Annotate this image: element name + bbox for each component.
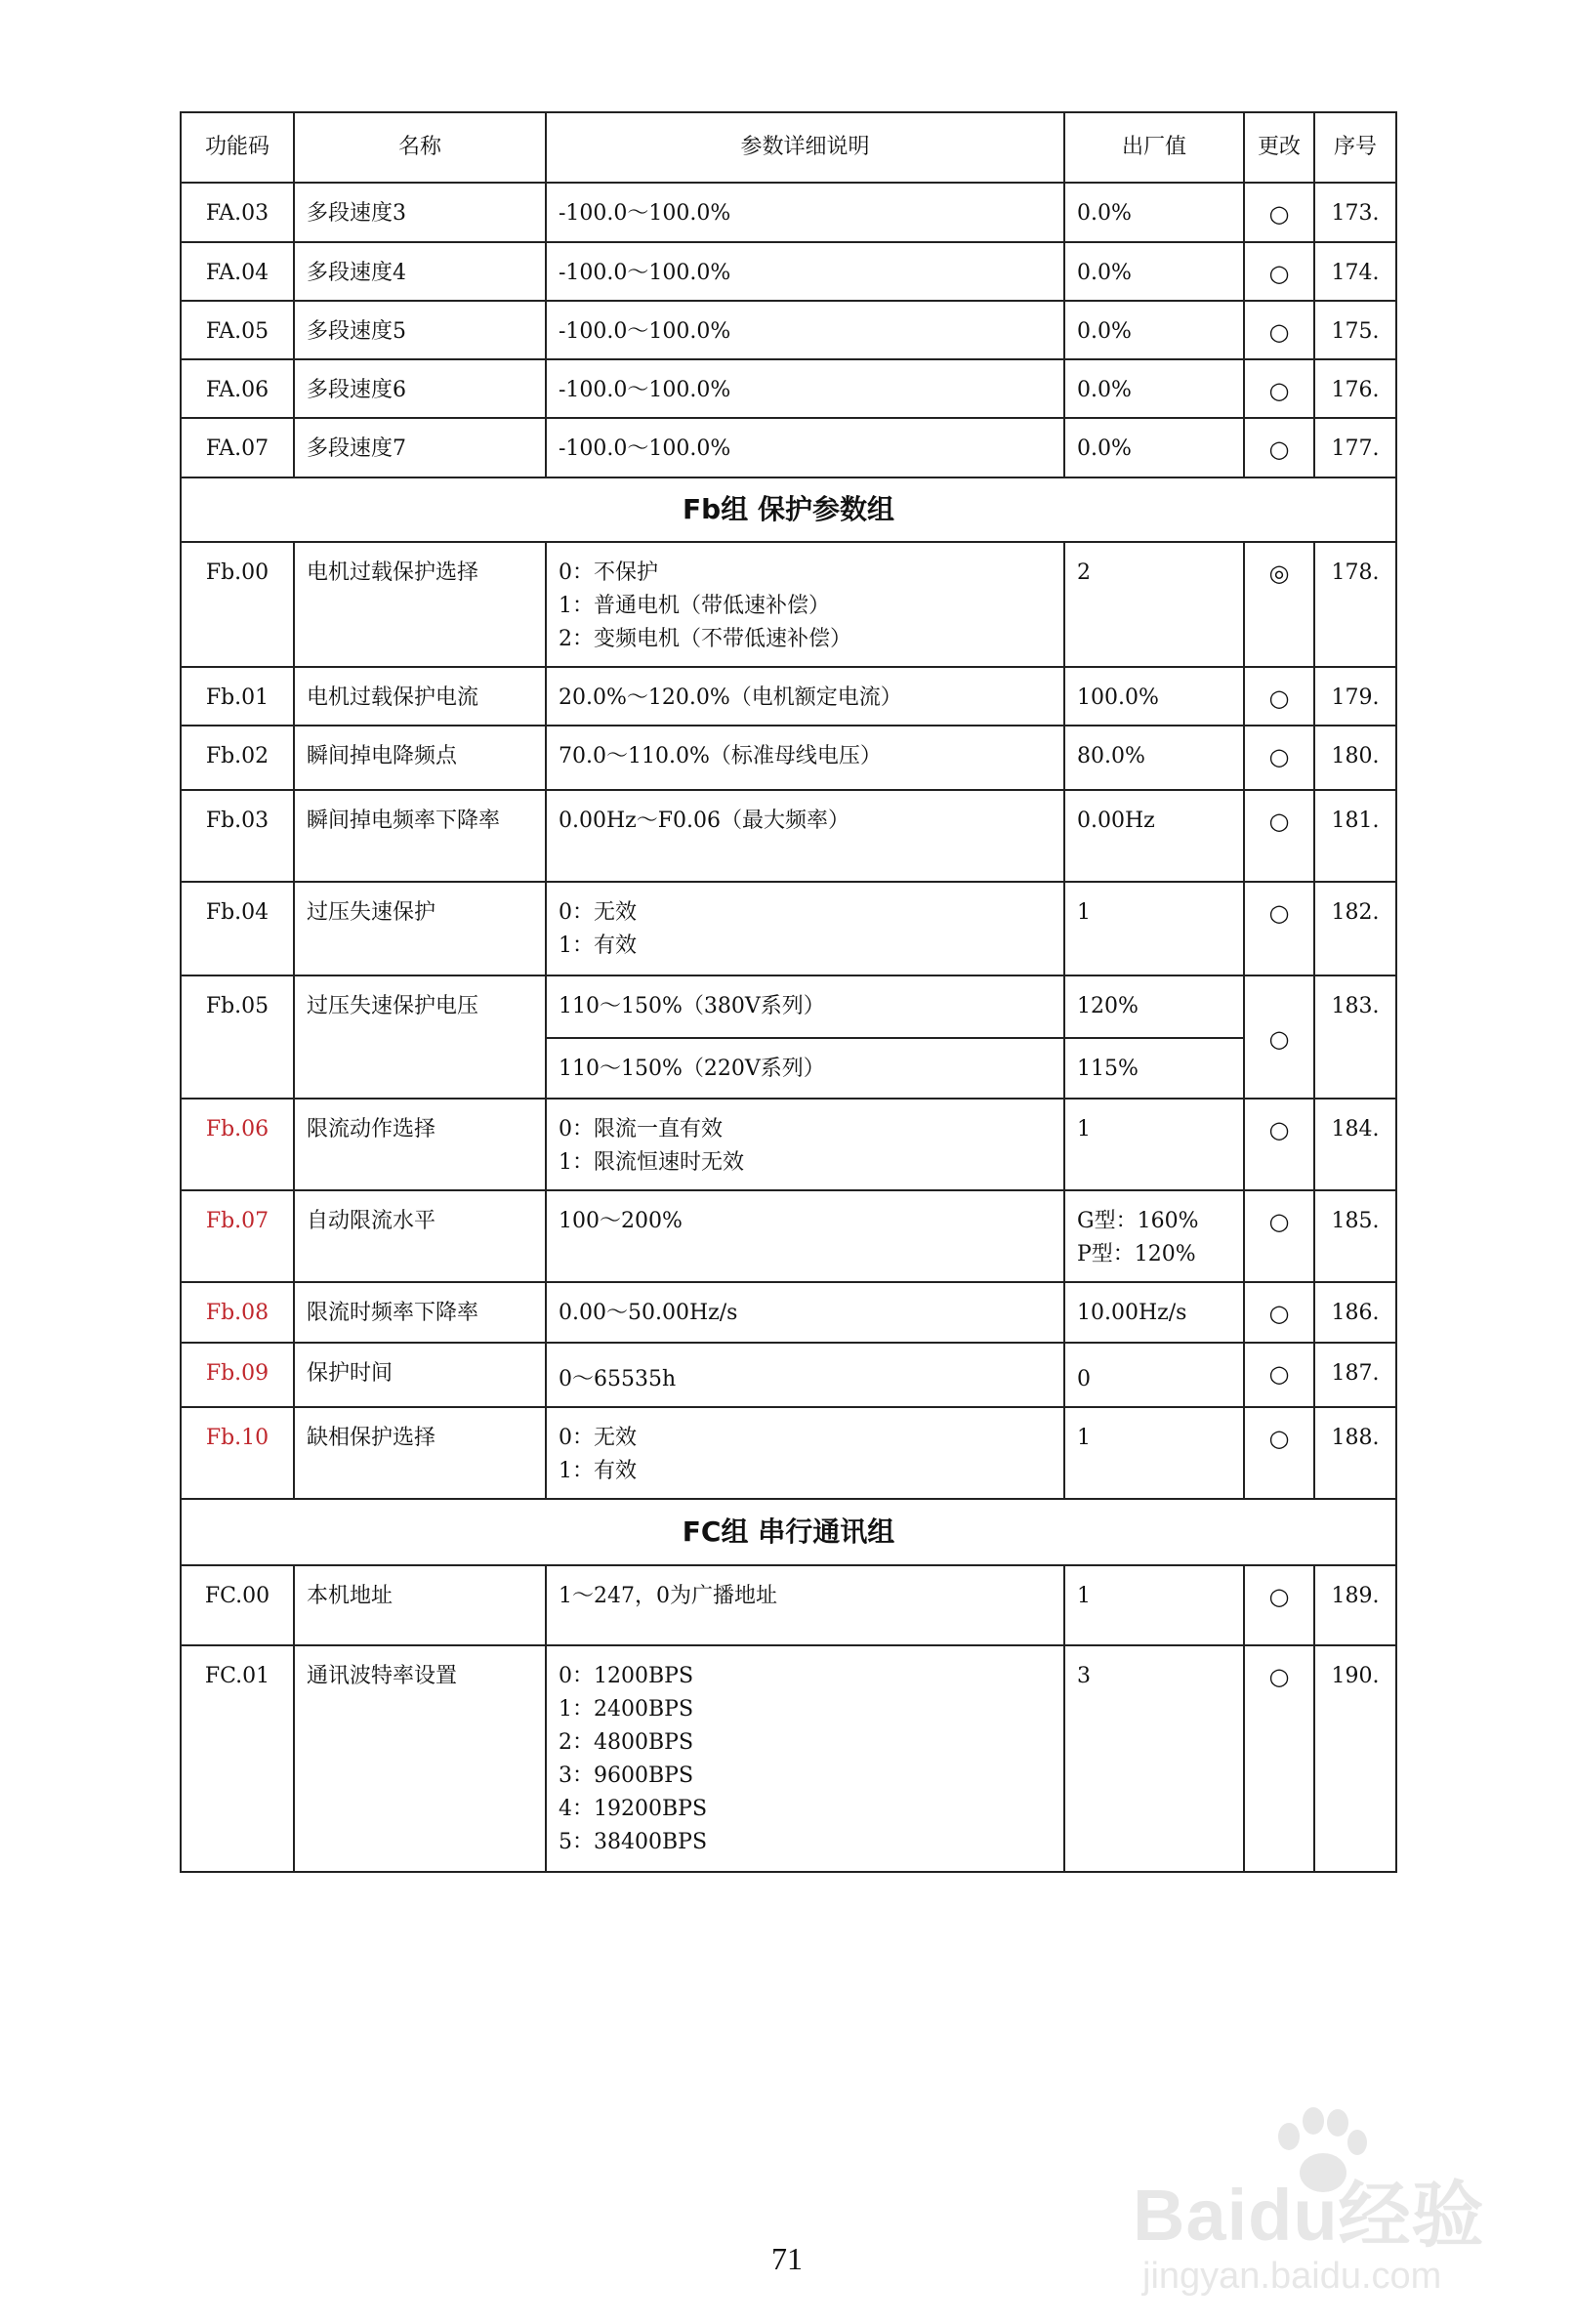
param-seq: 181. <box>1314 790 1396 882</box>
param-code: FA.06 <box>181 359 294 418</box>
param-desc <box>546 1407 1064 1499</box>
table-row <box>181 790 1396 882</box>
header-code: 功能码 <box>181 112 294 183</box>
table-row <box>181 667 1396 726</box>
table-row <box>181 242 1396 301</box>
param-default: 3 <box>1064 1645 1244 1872</box>
param-desc: 0.00Hz～F0.06（最大频率） <box>546 790 1064 882</box>
param-desc <box>546 882 1064 975</box>
param-default: 0.0% <box>1064 242 1244 301</box>
desc-line: 1：普通电机（带低速补偿） <box>559 594 830 618</box>
param-code: FC.01 <box>181 1645 294 1872</box>
param-seq: 188. <box>1314 1407 1396 1499</box>
param-desc: -100.0～100.0% <box>546 418 1064 477</box>
param-default: 0 <box>1064 1343 1244 1407</box>
table-row <box>181 1565 1396 1645</box>
table-row <box>181 1282 1396 1343</box>
desc-line: 0：限流一直有效 <box>559 1117 723 1141</box>
param-desc: -100.0～100.0% <box>546 183 1064 242</box>
group-header-row <box>181 477 1396 542</box>
desc-line: 1：2400BPS <box>559 1697 694 1722</box>
table-row <box>181 1407 1396 1499</box>
param-desc: 110～150%（380V系列） <box>546 975 1064 1038</box>
change-mark: ○ <box>1244 418 1314 477</box>
param-desc: 100～200% <box>546 1190 1064 1282</box>
param-default: 1 <box>1064 1407 1244 1499</box>
param-code: Fb.01 <box>181 667 294 726</box>
desc-line: 1：有效 <box>559 934 637 958</box>
param-name: 多段速度6 <box>294 359 546 418</box>
param-default: 1 <box>1064 1099 1244 1190</box>
header-change: 更改 <box>1244 112 1314 183</box>
change-mark: ○ <box>1244 726 1314 790</box>
param-code: Fb.06 <box>181 1099 294 1190</box>
param-seq: 173. <box>1314 183 1396 242</box>
header-desc: 参数详细说明 <box>546 112 1064 183</box>
desc-line: 2：变频电机（不带低速补偿） <box>559 627 851 651</box>
table-row <box>181 1190 1396 1282</box>
desc-line: 0：1200BPS <box>559 1664 694 1688</box>
param-desc: -100.0～100.0% <box>546 359 1064 418</box>
param-seq: 175. <box>1314 301 1396 359</box>
group-title: FC组 串行通讯组 <box>181 1499 1396 1565</box>
param-code: FA.07 <box>181 418 294 477</box>
desc-line: 2：4800BPS <box>559 1730 694 1755</box>
table-header-row <box>181 112 1396 183</box>
param-code: FC.00 <box>181 1565 294 1645</box>
desc-line: 0：无效 <box>559 900 637 925</box>
table-row <box>181 359 1396 418</box>
table-row <box>181 301 1396 359</box>
param-desc <box>546 1645 1064 1872</box>
change-mark: ○ <box>1244 301 1314 359</box>
page-number: 71 <box>771 2241 803 2276</box>
param-seq: 176. <box>1314 359 1396 418</box>
param-name: 过压失速保护 <box>294 882 546 975</box>
change-mark: ○ <box>1244 1282 1314 1343</box>
param-name: 瞬间掉电频率下降率 <box>294 790 546 882</box>
param-seq: 177. <box>1314 418 1396 477</box>
table-row <box>181 882 1396 975</box>
header-seq: 序号 <box>1314 112 1396 183</box>
change-mark: ○ <box>1244 359 1314 418</box>
watermark-brand: Baidu经验 <box>1133 2175 1485 2256</box>
change-mark: ○ <box>1244 882 1314 975</box>
desc-line: 0：不保护 <box>559 560 658 585</box>
table-row <box>181 975 1396 1038</box>
baidu-watermark <box>1113 2099 1523 2314</box>
param-desc: 1～247，0为广播地址 <box>546 1565 1064 1645</box>
param-desc: -100.0～100.0% <box>546 301 1064 359</box>
param-code: Fb.04 <box>181 882 294 975</box>
desc-line: 3：9600BPS <box>559 1764 694 1788</box>
param-name: 多段速度4 <box>294 242 546 301</box>
header-default: 出厂值 <box>1064 112 1244 183</box>
group-title: Fb组 保护参数组 <box>181 477 1396 542</box>
change-mark: ○ <box>1244 1645 1314 1872</box>
param-seq: 179. <box>1314 667 1396 726</box>
table-row <box>181 418 1396 477</box>
param-default <box>1064 1190 1244 1282</box>
change-mark: ○ <box>1244 1343 1314 1407</box>
param-code: Fb.08 <box>181 1282 294 1343</box>
param-default: 100.0% <box>1064 667 1244 726</box>
param-code: Fb.10 <box>181 1407 294 1499</box>
parameter-table <box>180 111 1397 1873</box>
param-name: 自动限流水平 <box>294 1190 546 1282</box>
desc-line: 5：38400BPS <box>559 1830 708 1854</box>
param-name: 通讯波特率设置 <box>294 1645 546 1872</box>
param-name: 多段速度5 <box>294 301 546 359</box>
param-seq: 184. <box>1314 1099 1396 1190</box>
param-name: 限流时频率下降率 <box>294 1282 546 1343</box>
change-mark: ○ <box>1244 1565 1314 1645</box>
param-code: Fb.00 <box>181 542 294 667</box>
param-desc: 20.0%～120.0%（电机额定电流） <box>546 667 1064 726</box>
param-default: 80.0% <box>1064 726 1244 790</box>
default-line: G型：160% <box>1077 1209 1199 1233</box>
param-desc <box>546 1099 1064 1190</box>
param-default: 0.0% <box>1064 359 1244 418</box>
param-seq: 178. <box>1314 542 1396 667</box>
change-mark: ○ <box>1244 975 1314 1099</box>
desc-line: 0：无效 <box>559 1426 637 1450</box>
param-default: 120% <box>1064 975 1244 1038</box>
param-desc: 70.0～110.0%（标准母线电压） <box>546 726 1064 790</box>
param-desc: -100.0～100.0% <box>546 242 1064 301</box>
table-row <box>181 726 1396 790</box>
param-name: 缺相保护选择 <box>294 1407 546 1499</box>
param-default: 0.0% <box>1064 418 1244 477</box>
param-code: Fb.03 <box>181 790 294 882</box>
param-name: 电机过载保护选择 <box>294 542 546 667</box>
param-default: 0.0% <box>1064 183 1244 242</box>
param-default: 2 <box>1064 542 1244 667</box>
table-row <box>181 1099 1396 1190</box>
change-mark: ○ <box>1244 1190 1314 1282</box>
change-mark: ○ <box>1244 242 1314 301</box>
table-row <box>181 542 1396 667</box>
param-seq: 182. <box>1314 882 1396 975</box>
param-name: 过压失速保护电压 <box>294 975 546 1099</box>
param-name: 限流动作选择 <box>294 1099 546 1190</box>
param-seq: 183. <box>1314 975 1396 1099</box>
param-code: FA.05 <box>181 301 294 359</box>
param-name: 本机地址 <box>294 1565 546 1645</box>
param-code: FA.03 <box>181 183 294 242</box>
param-name: 保护时间 <box>294 1343 546 1407</box>
param-code: Fb.09 <box>181 1343 294 1407</box>
watermark-url: jingyan.baidu.com <box>1142 2256 1442 2297</box>
table-row <box>181 1645 1396 1872</box>
param-default: 0.00Hz <box>1064 790 1244 882</box>
param-desc <box>546 542 1064 667</box>
param-code: FA.04 <box>181 242 294 301</box>
param-code: Fb.07 <box>181 1190 294 1282</box>
param-seq: 190. <box>1314 1645 1396 1872</box>
table-row <box>181 1343 1396 1407</box>
change-mark: ○ <box>1244 790 1314 882</box>
param-seq: 180. <box>1314 726 1396 790</box>
param-default: 1 <box>1064 1565 1244 1645</box>
change-mark: ○ <box>1244 1099 1314 1190</box>
param-seq: 185. <box>1314 1190 1396 1282</box>
param-desc: 0～65535h <box>546 1343 1064 1407</box>
header-name: 名称 <box>294 112 546 183</box>
change-mark: ○ <box>1244 667 1314 726</box>
default-line: P型：120% <box>1077 1242 1196 1266</box>
desc-line: 4：19200BPS <box>559 1797 708 1821</box>
param-default: 115% <box>1064 1038 1244 1099</box>
change-mark: ○ <box>1244 183 1314 242</box>
change-mark: ○ <box>1244 1407 1314 1499</box>
param-seq: 189. <box>1314 1565 1396 1645</box>
param-code: Fb.02 <box>181 726 294 790</box>
group-header-row <box>181 1499 1396 1565</box>
change-mark: ◎ <box>1244 542 1314 667</box>
desc-line: 1：有效 <box>559 1459 637 1483</box>
param-default: 1 <box>1064 882 1244 975</box>
param-default: 10.00Hz/s <box>1064 1282 1244 1343</box>
param-desc: 110～150%（220V系列） <box>546 1038 1064 1099</box>
param-name: 多段速度7 <box>294 418 546 477</box>
param-name: 瞬间掉电降频点 <box>294 726 546 790</box>
param-default: 0.0% <box>1064 301 1244 359</box>
desc-line: 1：限流恒速时无效 <box>559 1150 744 1175</box>
param-seq: 187. <box>1314 1343 1396 1407</box>
param-code: Fb.05 <box>181 975 294 1099</box>
param-seq: 186. <box>1314 1282 1396 1343</box>
param-name: 多段速度3 <box>294 183 546 242</box>
param-seq: 174. <box>1314 242 1396 301</box>
param-name: 电机过载保护电流 <box>294 667 546 726</box>
param-desc: 0.00～50.00Hz/s <box>546 1282 1064 1343</box>
table-row <box>181 183 1396 242</box>
